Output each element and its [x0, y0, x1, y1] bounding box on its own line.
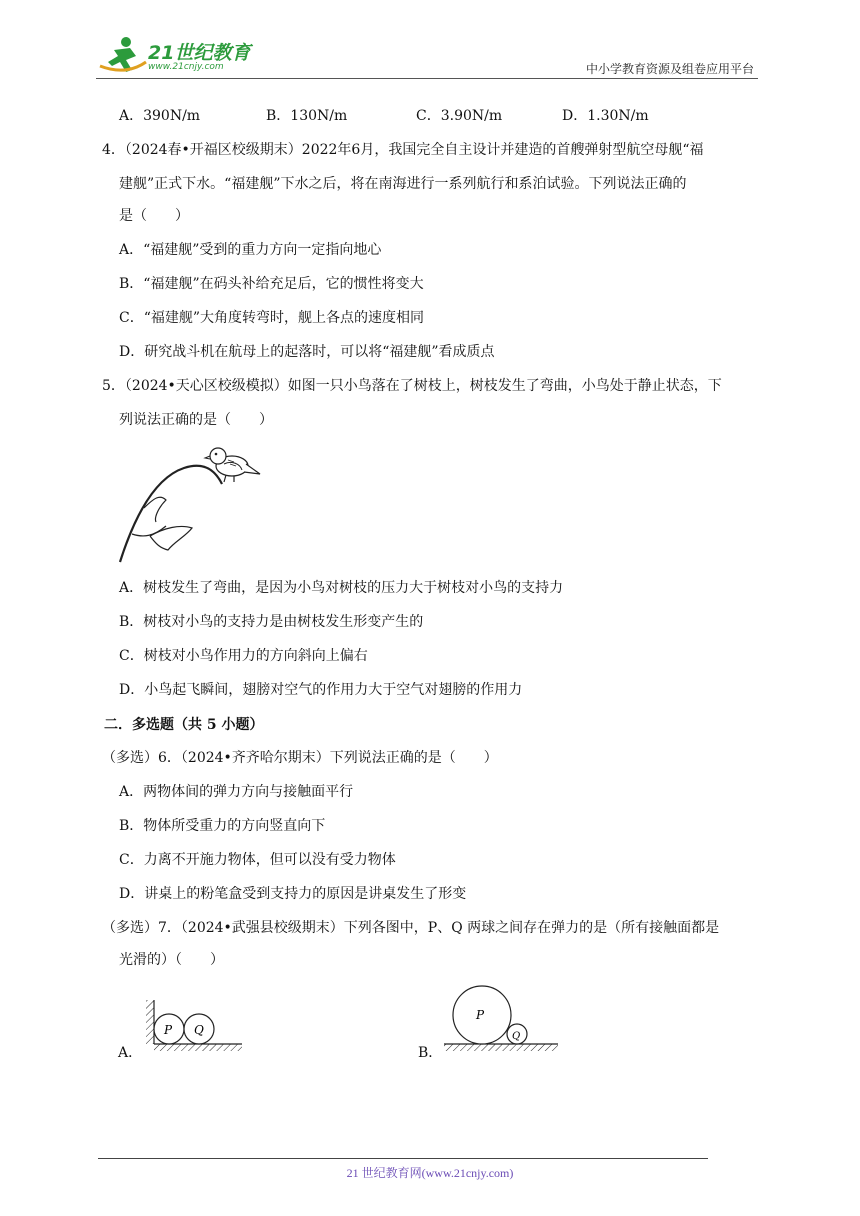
q5-option-b[interactable]: B．树枝对小鸟的支持力是由树枝发生形变产生的 [119, 614, 424, 630]
figure-a-balls-wall [142, 998, 246, 1058]
q4-stem-line3: 是（ ） [119, 208, 189, 224]
q3-option-b[interactable]: B．130N/m [266, 108, 348, 124]
q5-option-a[interactable]: A．树枝发生了弯曲，是因为小鸟对树枝的压力大于树枝对小鸟的支持力 [119, 580, 564, 596]
q3-option-c[interactable]: C．3.90N/m [416, 108, 503, 124]
q3-option-d[interactable]: D．1.30N/m [562, 108, 649, 124]
q4-option-c[interactable]: C．“福建舰”大角度转弯时，舰上各点的速度相同 [119, 310, 425, 326]
q4-option-b[interactable]: B．“福建舰”在码头补给充足后，它的惯性将变大 [119, 276, 424, 292]
q5-stem-line1: 5．（2024•天心区校级模拟）如图一只小鸟落在了树枝上，树枝发生了弯曲，小鸟处于静止状态，下 [102, 378, 722, 394]
figure-b-label[interactable]: B． [418, 1045, 443, 1061]
q4-option-d[interactable]: D．研究战斗机在航母上的起落时，可以将“福建舰”看成质点 [119, 344, 495, 360]
ball-q-label-b: Q [512, 1031, 521, 1042]
figure-b-balls-ground [442, 984, 560, 1056]
logo-text: 21世纪教育 [148, 42, 251, 64]
bird-icon [205, 448, 260, 482]
q7-stem-line2: 光滑的）（ ） [119, 952, 224, 968]
ball-q-label: Q [194, 1023, 204, 1037]
ball-p-label: P [164, 1023, 173, 1037]
q5-option-d[interactable]: D．小鸟起飞瞬间，翅膀对空气的作用力大于空气对翅膀的作用力 [119, 682, 523, 698]
section-title-multiple-choice: 二．多选题（共 5 小题） [104, 717, 264, 733]
logo-url: www.21cnjy.com [148, 62, 224, 72]
q5-option-c[interactable]: C．树枝对小鸟作用力的方向斜向上偏右 [119, 648, 368, 664]
q4-option-a[interactable]: A．“福建舰”受到的重力方向一定指向地心 [119, 242, 382, 258]
q7-stem-line1: （多选）7．（2024•武强县校级期末）下列各图中，P、Q 两球之间存在弹力的是（所有接触面都是 [102, 920, 720, 936]
q5-stem-line2: 列说法正确的是（ ） [119, 412, 273, 428]
q6-option-c[interactable]: C．力离不开施力物体，但可以没有受力物体 [119, 852, 396, 868]
footer-link[interactable]: 21 世纪教育网(www.21cnjy.com) [346, 1166, 514, 1180]
q6-option-a[interactable]: A．两物体间的弹力方向与接触面平行 [119, 784, 354, 800]
q3-option-a[interactable]: A．390N/m [119, 108, 201, 124]
q4-stem-line2: 建舰”正式下水。“福建舰”下水之后，将在南海进行一系列航行和系泊试验。下列说法正确的 [119, 176, 687, 192]
q4-stem-line1: 4．（2024春•开福区校级期末）2022年6月，我国完全自主设计并建造的首艘弹射型航空母舰“福 [102, 142, 704, 158]
bird-on-branch-figure [114, 438, 264, 566]
q6-stem: （多选）6．（2024•齐齐哈尔期末）下列说法正确的是（ ） [102, 750, 498, 766]
ball-p-label-b: P [476, 1008, 485, 1022]
platform-name: 中小学教育资源及组卷应用平台 [585, 62, 754, 76]
q6-option-d[interactable]: D．讲桌上的粉笔盒受到支持力的原因是讲桌发生了形变 [119, 886, 467, 902]
footer-divider [98, 1158, 708, 1159]
header-divider [96, 78, 758, 79]
q6-option-b[interactable]: B．物体所受重力的方向竖直向下 [119, 818, 326, 834]
figure-a-label[interactable]: A． [118, 1045, 143, 1061]
